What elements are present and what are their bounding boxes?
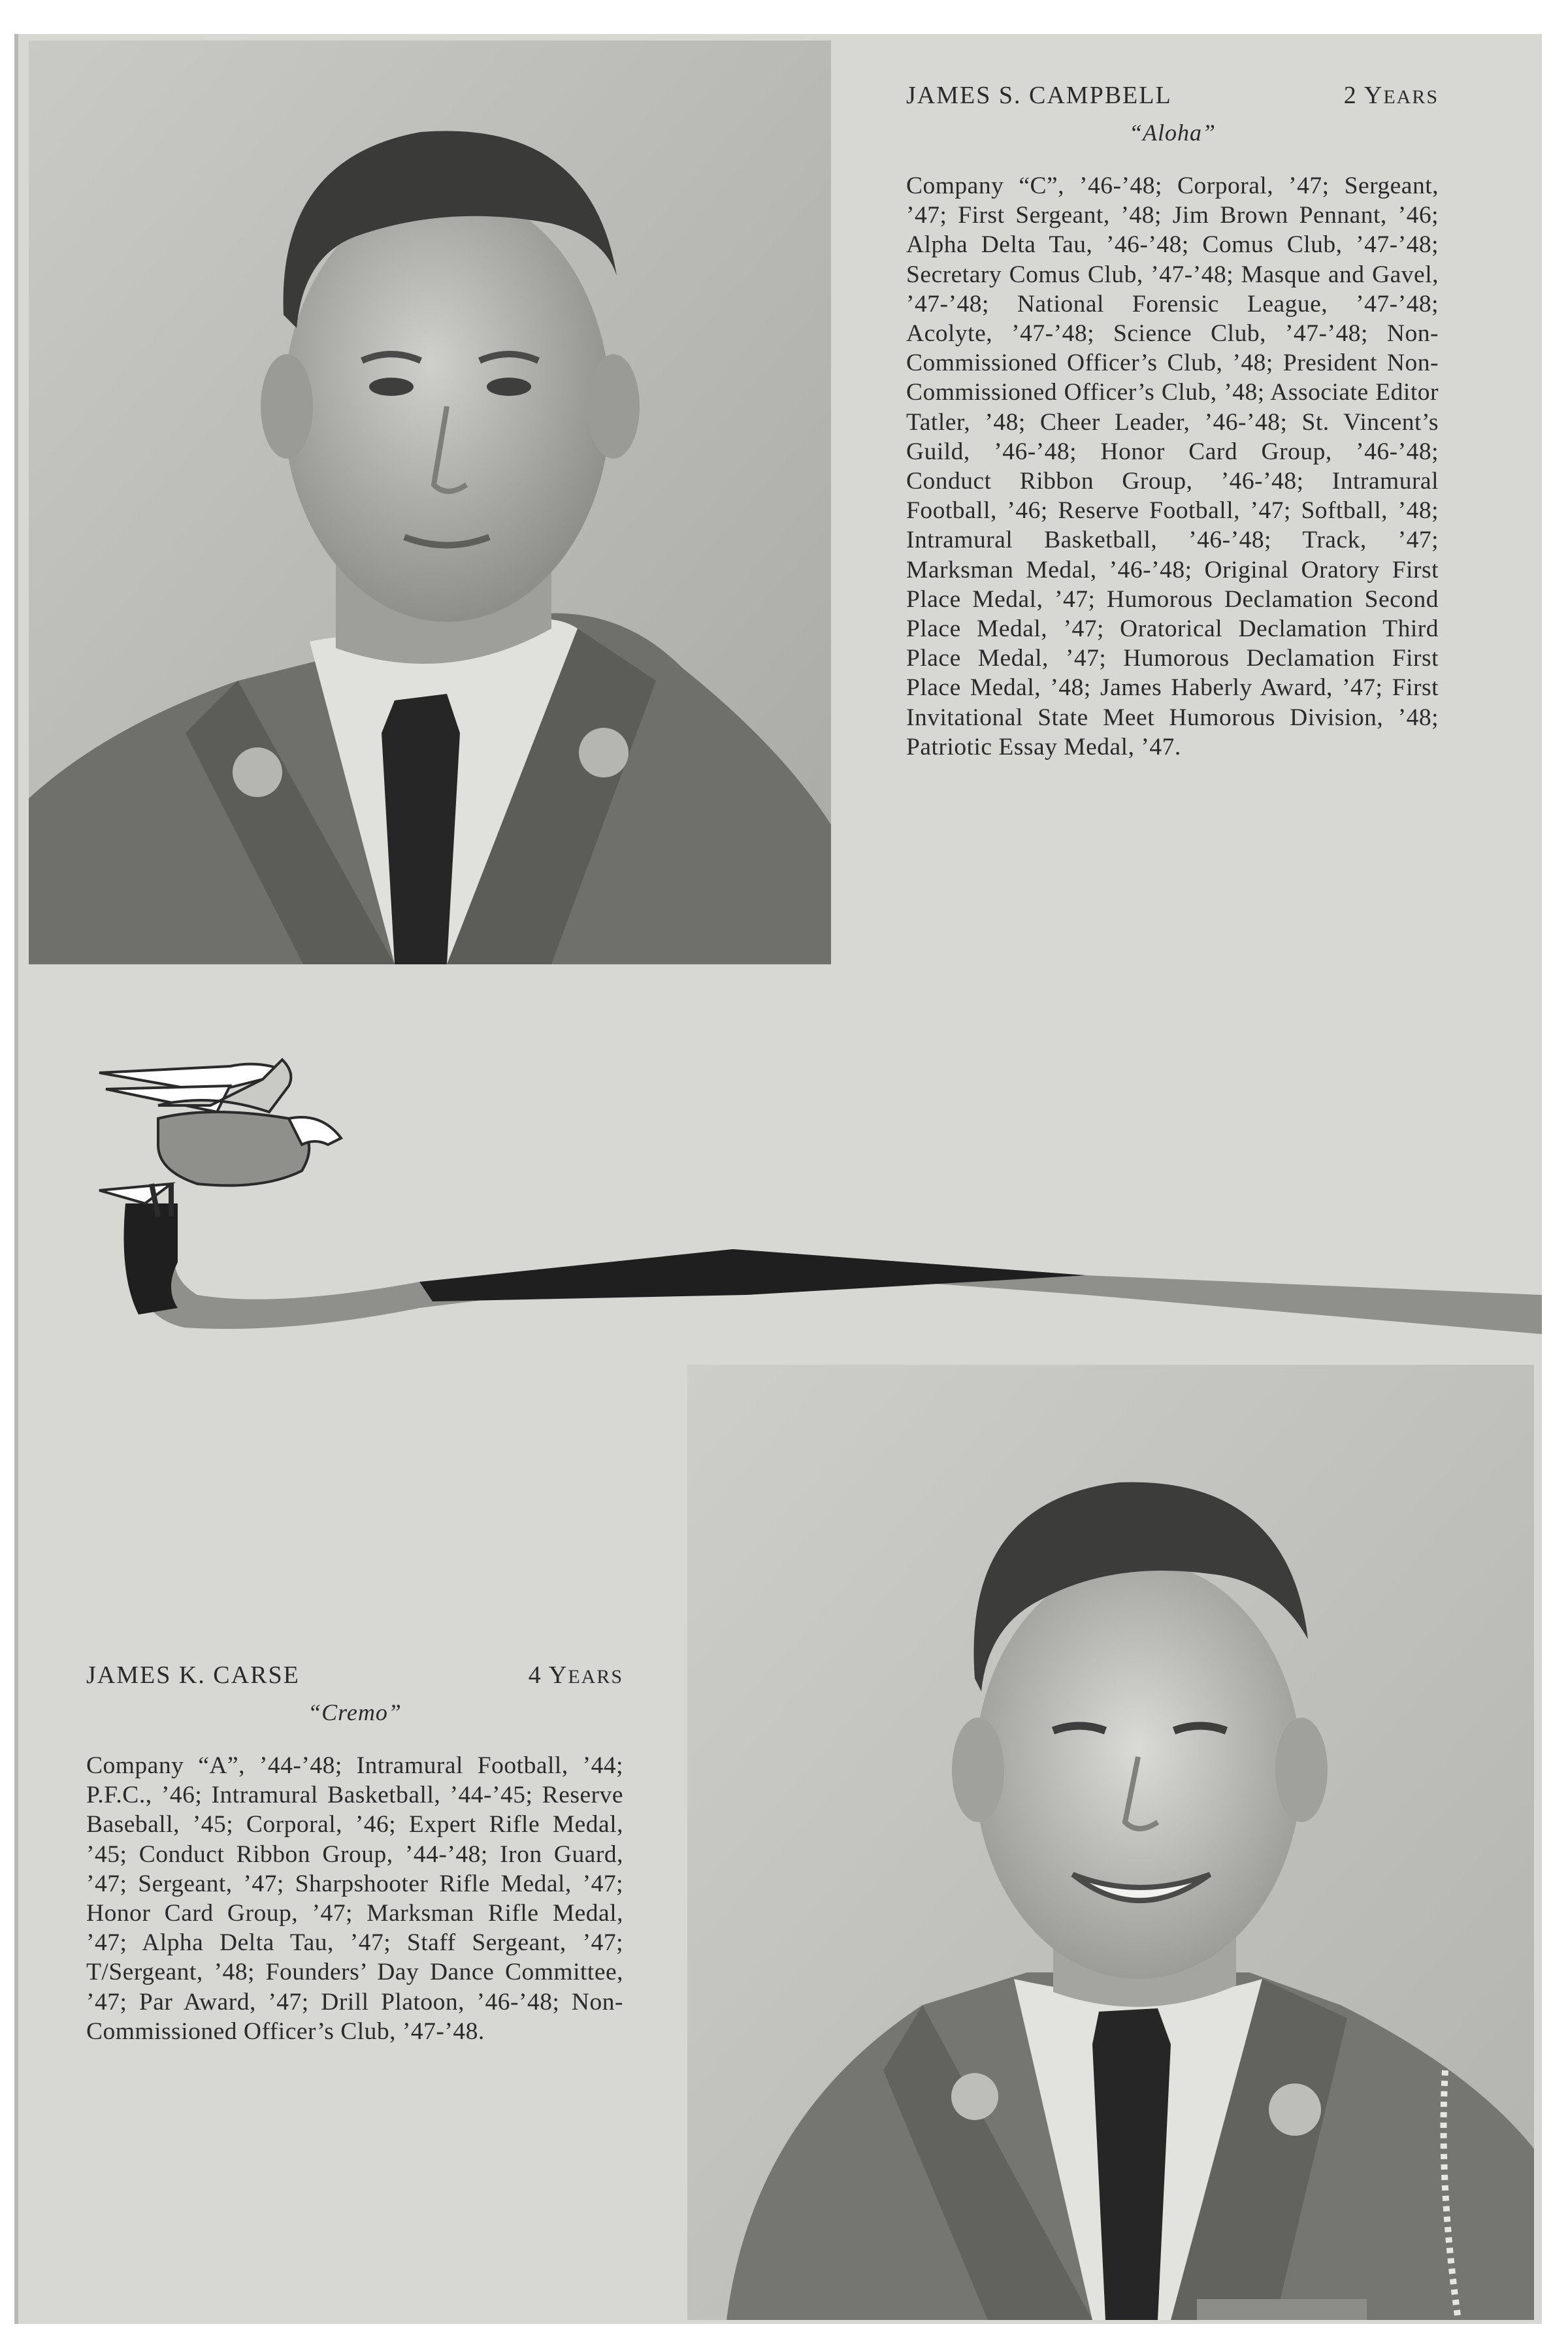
student-name: JAMES K. CARSE	[86, 1661, 300, 1689]
years-attended: 4 YEARS	[528, 1661, 623, 1689]
yearbook-page	[14, 34, 1542, 2324]
eagle-icon	[99, 1060, 341, 1217]
ribbon-light	[136, 1236, 1542, 1334]
senior-entry-carse	[86, 1661, 623, 2046]
portrait-photo-campbell	[29, 41, 831, 964]
activities-text: Company “C”, ’46-’48; Corporal, ’47; Sergeant, ’47; First Sergeant, ’48; Jim Brown Pennant, ’46; Alpha Delta Tau, ’46-’48; Comus Club, ’47-’48; Secretary Comus Club, ’47-’48; Masque and Gavel, ’47-’48; National Forensic League, ’47-’48; Acolyte, ’47-’48; Science Club, ’47-’48; Non-Commissioned Officer’s Club, ’48; President Non-Commissioned Officer’s Club, ’48; Associate Editor Tatler, ’48; Cheer Leader, ’46-’48; St. Vincent’s Guild, ’46-’48; Honor Card Group, ’46-’48; Conduct Ribbon Group, ’46-’48; Intramural Football, ’46; Reserve Football, ’47; Softball, ’48; Intramural Basketball, ’46-’48; Track, ’47; Marksman Medal, ’46-’48; Original Oratory First Place Medal, ’47; Humorous Declamation Second Place Medal, ’47; Oratorical Declamation Third Place Medal, ’47; Humorous Declamation First Place Medal, ’48; James Haberly Award, ’47; First Invitational State Meet Humorous Division, ’48; Patriotic Essay Medal, ’47.	[906, 172, 1439, 760]
entry-heading	[906, 81, 1439, 110]
activities-text: Company “A”, ’44-’48; Intramural Football, ’44; P.F.C., ’46; Intramural Basketball, ’44-’45; Reserve Baseball, ’45; Corporal, ’46; Expert Rifle Medal, ’45; Conduct Ribbon Group, ’44-’48; Iron Guard, ’47; Sergeant, ’47; Sharpshooter Rifle Medal, ’47; Honor Card Group, ’47; Marksman Rifle Medal, ’47; Alpha Delta Tau, ’47; Staff Sergeant, ’47; T/Sergeant, ’48; Founders’ Day Dance Committee, ’47; Par Award, ’47; Drill Platoon, ’46-’48; Non-Commissioned Officer’s Club, ’47-’48.	[86, 1752, 623, 2045]
years-attended: 2 YEARS	[1343, 82, 1439, 109]
portrait-photo-carse	[687, 1365, 1534, 2320]
ribbon-dark	[419, 1249, 1086, 1301]
page-spine	[14, 34, 18, 2324]
student-name: JAMES S. CAMPBELL	[906, 82, 1172, 109]
portrait-campbell-image	[29, 41, 831, 964]
portrait-carse-image	[687, 1365, 1534, 2320]
student-nickname: “Cremo”	[308, 1699, 402, 1725]
ribbon-end	[124, 1203, 178, 1315]
student-nickname: “Aloha”	[1128, 120, 1217, 146]
entry-heading	[86, 1661, 623, 1690]
senior-entry-campbell	[906, 81, 1439, 762]
